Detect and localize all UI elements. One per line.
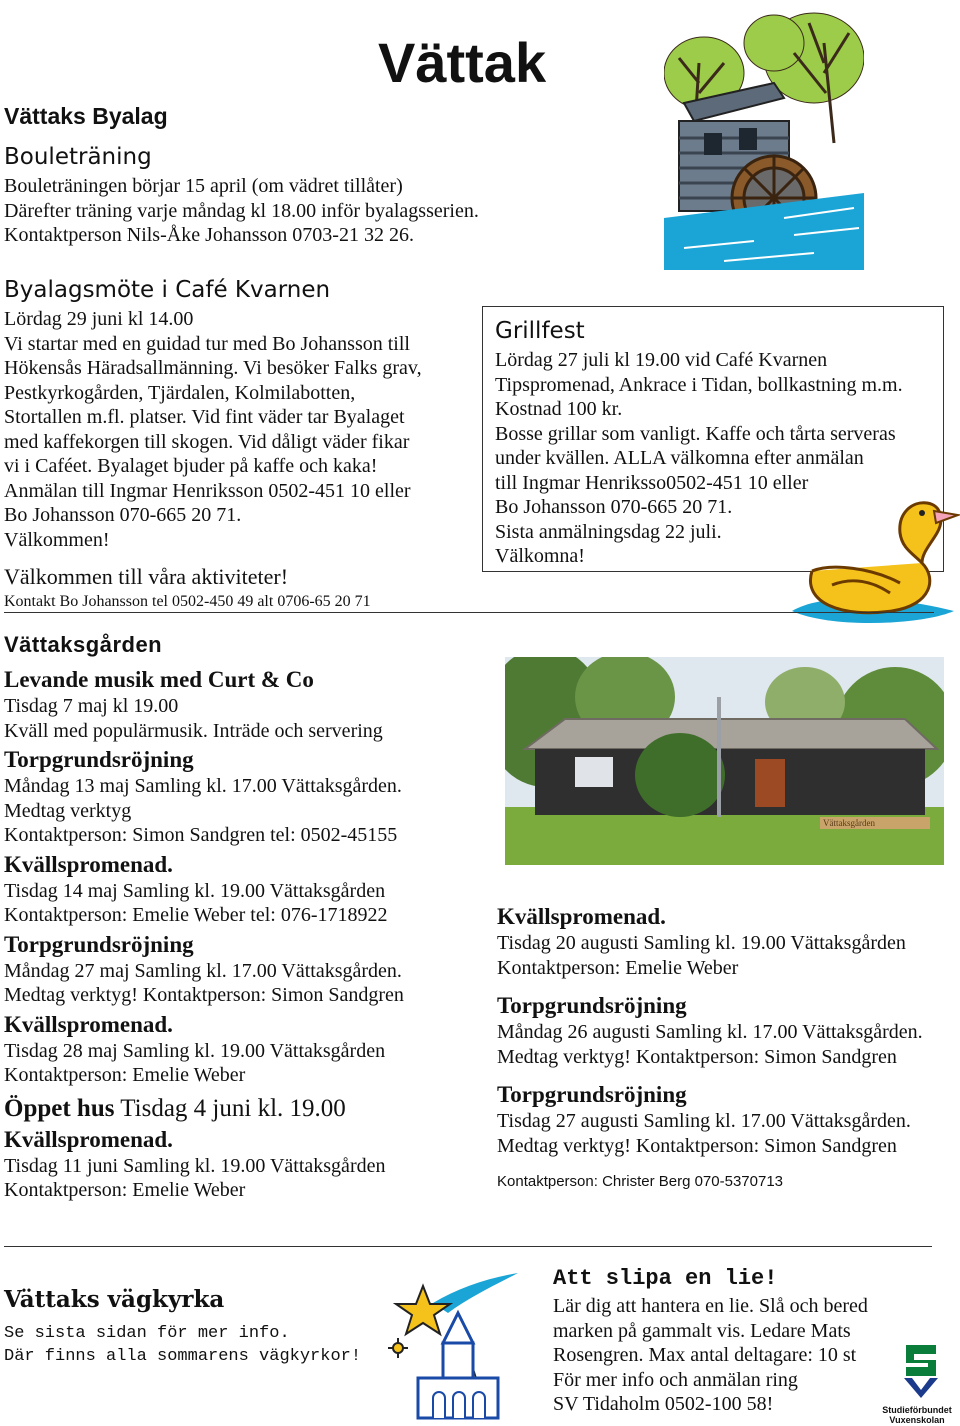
text-line: Där finns alla sommarens vägkyrkor! (4, 1347, 362, 1366)
event-title: Kvällspromenad. (4, 1126, 173, 1152)
text-line: Medtag verktyg! Kontaktperson: Simon Sandgren (4, 984, 404, 1006)
byalag-heading: Vättaks Byalag (4, 103, 168, 129)
text-line: Lördag 29 juni kl 14.00 (4, 308, 194, 330)
sv-logo-line1: Studieförbundet (882, 1405, 952, 1415)
text-line: Kontaktperson: Simon Sandgren tel: 0502-45155 (4, 824, 398, 846)
sv-logo-icon (876, 1340, 958, 1400)
text-line: Kväll med populärmusik. Inträde och servering (4, 719, 383, 742)
text-line: Välkommen! (4, 528, 110, 551)
text-line: Sista anmälningsdag 22 juli. (495, 520, 722, 543)
text-line: Bo Johansson 070-665 20 71. (495, 496, 733, 518)
text-line: Medtag verktyg! Kontaktperson: Simon Sandgren (497, 1134, 897, 1157)
event (4, 746, 404, 848)
vagkyrka-text (4, 1322, 361, 1368)
grillfest-title: Grillfest (495, 318, 585, 344)
sv-logo (876, 1340, 958, 1424)
page-title: Vättak (378, 31, 547, 94)
gate-sign-text: Vättaksgården (823, 818, 875, 828)
text-line: SV Tidaholm 0502-100 58! (553, 1393, 774, 1415)
boule-text (4, 174, 479, 248)
right-events (497, 903, 923, 1192)
text-line: Se sista sidan för mer info. (4, 1324, 290, 1343)
event-title: Torpgrundsröjning (4, 931, 194, 957)
text-line: Kontaktperson: Emelie Weber (4, 1064, 246, 1086)
sv-logo-line2: Vuxenskolan (889, 1415, 945, 1425)
text-line: under kvällen. ALLA välkomna efter anmälan (495, 447, 864, 469)
right-contact: Kontaktperson: Christer Berg 070-5370713 (497, 1173, 784, 1190)
text-line: Anmälan till Ingmar Henriksson 0502-451 10 eller (4, 479, 411, 502)
event-title: Torpgrundsröjning (497, 1082, 687, 1107)
event (4, 931, 404, 1008)
left-events (4, 666, 404, 1203)
text-line: marken på gammalt vis. Ledare Mats (553, 1319, 851, 1342)
event-title: Torpgrundsröjning (4, 747, 194, 772)
text-line: Medtag verktyg! Kontaktperson: Simon Sandgren (497, 1045, 897, 1068)
text-line: Lär dig att hantera en lie. Slå och bered (553, 1295, 868, 1317)
mote-title: Byalagsmöte i Café Kvarnen (4, 277, 331, 303)
text-line: Medtag verktyg (4, 799, 132, 822)
text-line: Bouleträningen börjar 15 april (om vädret tillåter) (4, 175, 403, 197)
text-line: till Ingmar Henriksso0502-451 10 eller (495, 471, 809, 494)
text-line: Stortallen m.fl. platser. Vid fint väder tar Byalaget (4, 406, 405, 428)
event-title: Levande musik med Curt & Co (4, 667, 314, 692)
event-title: Kvällspromenad. (4, 851, 173, 877)
lie-title: Att slipa en lie! (553, 1266, 778, 1291)
byalag-contact: Kontakt Bo Johansson tel 0502-450 49 alt 0706-65 20 71 (4, 593, 371, 610)
oppet-hus-date: Tisdag 4 juni kl. 19.00 (114, 1094, 346, 1122)
text-line: vi i Caféet. Byalaget bjuder på kaffe och kaka! (4, 455, 378, 477)
church-illustration (378, 1258, 538, 1422)
event (497, 903, 923, 980)
event (4, 1011, 404, 1088)
text-line: För mer info och anmälan ring (553, 1368, 798, 1391)
text-line: Därefter träning varje måndag kl 18.00 inför byalagsserien. (4, 199, 479, 222)
text-line: Vi startar med en guidad tur med Bo Johansson till (4, 332, 410, 355)
event (497, 992, 923, 1069)
text-line: Kontaktperson: Emelie Weber (497, 956, 739, 979)
text-line: Pestkyrkogården, Tjärdalen, Kolmilabotten, (4, 381, 356, 404)
mill-illustration (664, 3, 864, 270)
garden-heading: Vättaksgården (4, 632, 163, 657)
welcome-text: Välkommen till våra aktiviteter! (4, 564, 289, 589)
event (4, 1126, 404, 1203)
event (4, 851, 404, 928)
text-line: Tisdag 27 augusti Samling kl. 17.00 Vättaksgården. (497, 1110, 911, 1132)
event (4, 666, 404, 743)
boule-title: Bouleträning (4, 144, 152, 170)
text-line: Bosse grillar som vanligt. Kaffe och tårta serveras (495, 422, 896, 445)
text-line: Kontaktperson: Emelie Weber (4, 1179, 246, 1201)
text-line: Rosengren. Max antal deltagare: 10 st (553, 1344, 857, 1366)
text-line: Hökensås Häradsallmänning. Vi besöker Falks grav, (4, 357, 422, 379)
text-line: Tisdag 11 juni Samling kl. 19.00 Vättaksgården (4, 1154, 386, 1177)
text-line: Kostnad 100 kr. (495, 398, 623, 420)
text-line: Måndag 13 maj Samling kl. 17.00 Vättaksgården. (4, 775, 402, 797)
oppet-hus-label: Öppet hus (4, 1094, 115, 1122)
text-line: Tisdag 7 maj kl 19.00 (4, 695, 179, 717)
mote-text (4, 307, 422, 552)
text-line: Tisdag 20 augusti Samling kl. 19.00 Vättaksgården (497, 932, 906, 954)
text-line: med kaffekorgen till skogen. Vid dåligt väder fikar (4, 430, 410, 453)
text-line: Välkomna! (495, 545, 585, 567)
event-title: Kvällspromenad. (4, 1011, 173, 1037)
vagkyrka-title: Vättaks vägkyrka (4, 1286, 225, 1313)
divider (4, 1246, 932, 1247)
text-line: Kontaktperson Nils-Åke Johansson 0703-21 32 26. (4, 224, 414, 246)
divider (4, 612, 934, 613)
text-line: Lördag 27 juli kl 19.00 vid Café Kvarnen (495, 349, 828, 371)
text-line: Kontaktperson: Emelie Weber tel: 076-1718922 (4, 904, 388, 926)
event-title: Kvällspromenad. (497, 904, 666, 929)
event (497, 1081, 923, 1158)
text-line: Måndag 26 augusti Samling kl. 17.00 Vättaksgården. (497, 1021, 923, 1043)
house-photo (505, 657, 944, 865)
text-line: Tisdag 28 maj Samling kl. 19.00 Vättaksgården (4, 1039, 386, 1062)
text-line: Måndag 27 maj Samling kl. 17.00 Vättaksgården. (4, 959, 402, 982)
oppet-hus (4, 1092, 404, 1126)
text-line: Tipspromenad, Ankrace i Tidan, bollkastning m.m. (495, 373, 903, 396)
lie-text (553, 1294, 868, 1417)
text-line: Tisdag 14 maj Samling kl. 19.00 Vättaksgården (4, 879, 386, 902)
text-line: Bo Johansson 070-665 20 71. (4, 504, 242, 526)
event-title: Torpgrundsröjning (497, 993, 687, 1018)
